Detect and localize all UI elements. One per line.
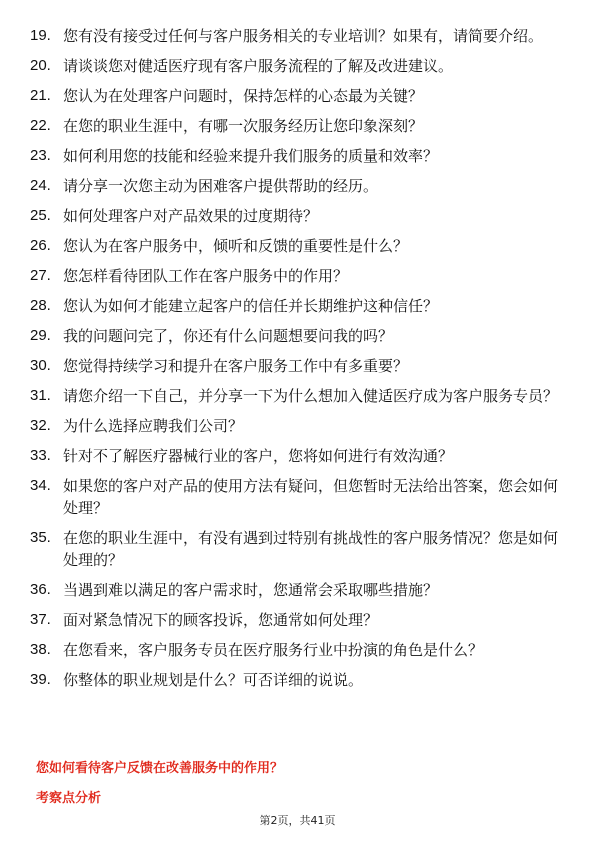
question-number: 22. bbox=[30, 117, 51, 134]
question-number: 33. bbox=[30, 447, 51, 464]
question-number: 39. bbox=[30, 671, 51, 688]
question-item bbox=[30, 355, 570, 377]
question-number: 28. bbox=[30, 297, 51, 314]
question-text: 面对紧急情况下的顾客投诉，您通常如何处理？ bbox=[63, 611, 379, 629]
question-text: 当遇到难以满足的客户需求时，您通常会采取哪些措施？ bbox=[63, 581, 439, 599]
question-number: 24. bbox=[30, 177, 51, 194]
question-list bbox=[30, 25, 570, 699]
question-item bbox=[30, 609, 570, 631]
question-number: 23. bbox=[30, 147, 51, 164]
question-number: 36. bbox=[30, 581, 51, 598]
question-item bbox=[30, 265, 570, 287]
question-item bbox=[30, 385, 570, 407]
question-text: 您认为如何才能建立起客户的信任并长期维护这种信任？ bbox=[63, 297, 439, 315]
question-text: 您认为在处理客户问题时，保持怎样的心态最为关键？ bbox=[63, 87, 424, 105]
question-number: 21. bbox=[30, 87, 51, 104]
question-number: 19. bbox=[30, 27, 51, 44]
question-item bbox=[30, 85, 570, 107]
question-number: 26. bbox=[30, 237, 51, 254]
question-number: 34. bbox=[30, 477, 51, 494]
question-text: 你整体的职业规划是什么？可否详细的说说。 bbox=[63, 671, 364, 689]
question-text: 请您介绍一下自己，并分享一下为什么想加入健适医疗成为客户服务专员？ bbox=[63, 387, 559, 405]
question-number: 37. bbox=[30, 611, 51, 628]
question-number: 32. bbox=[30, 417, 51, 434]
question-item bbox=[30, 25, 570, 47]
question-text: 如果您的客户对产品的使用方法有疑问，但您暂时无法给出答案，您会如何处理？ bbox=[63, 477, 559, 517]
question-number: 25. bbox=[30, 207, 51, 224]
question-item bbox=[30, 669, 570, 691]
question-text: 在您看来，客户服务专员在医疗服务行业中扮演的角色是什么？ bbox=[63, 641, 484, 659]
section-heading: 您如何看待客户反馈在改善服务中的作用？ bbox=[36, 761, 284, 776]
question-item bbox=[30, 415, 570, 437]
question-text: 如何利用您的技能和经验来提升我们服务的质量和效率？ bbox=[63, 147, 439, 165]
question-item bbox=[30, 175, 570, 197]
question-item bbox=[30, 55, 570, 77]
section-subheading: 考察点分析 bbox=[36, 791, 102, 806]
question-item bbox=[30, 527, 570, 571]
question-number: 38. bbox=[30, 641, 51, 658]
question-text: 您认为在客户服务中，倾听和反馈的重要性是什么？ bbox=[63, 237, 409, 255]
question-number: 31. bbox=[30, 387, 51, 404]
question-text: 您怎样看待团队工作在客户服务中的作用？ bbox=[63, 267, 349, 285]
question-number: 27. bbox=[30, 267, 51, 284]
question-text: 您有没有接受过任何与客户服务相关的专业培训？如果有，请简要介绍。 bbox=[63, 27, 544, 45]
question-item bbox=[30, 115, 570, 137]
question-item bbox=[30, 475, 570, 519]
question-item bbox=[30, 235, 570, 257]
question-text: 如何处理客户对产品效果的过度期待？ bbox=[63, 207, 319, 225]
question-number: 29. bbox=[30, 327, 51, 344]
question-number: 20. bbox=[30, 57, 51, 74]
question-item bbox=[30, 639, 570, 661]
question-text: 请分享一次您主动为困难客户提供帮助的经历。 bbox=[63, 177, 379, 195]
question-item bbox=[30, 205, 570, 227]
question-item bbox=[30, 445, 570, 467]
question-text: 为什么选择应聘我们公司？ bbox=[63, 417, 244, 435]
question-item bbox=[30, 579, 570, 601]
question-text: 您觉得持续学习和提升在客户服务工作中有多重要？ bbox=[63, 357, 409, 375]
question-text: 请谈谈您对健适医疗现有客户服务流程的了解及改进建议。 bbox=[63, 57, 454, 75]
question-item bbox=[30, 325, 570, 347]
question-item bbox=[30, 295, 570, 317]
question-item bbox=[30, 145, 570, 167]
question-text: 针对不了解医疗器械行业的客户，您将如何进行有效沟通？ bbox=[63, 447, 454, 465]
question-number: 35. bbox=[30, 529, 51, 546]
question-number: 30. bbox=[30, 357, 51, 374]
question-text: 在您的职业生涯中，有没有遇到过特别有挑战性的客户服务情况？您是如何处理的？ bbox=[63, 529, 559, 569]
question-text: 在您的职业生涯中，有哪一次服务经历让您印象深刻？ bbox=[63, 117, 424, 135]
question-text: 我的问题问完了，你还有什么问题想要问我的吗？ bbox=[63, 327, 394, 345]
page-footer: 第2页，共41页 bbox=[259, 814, 336, 827]
